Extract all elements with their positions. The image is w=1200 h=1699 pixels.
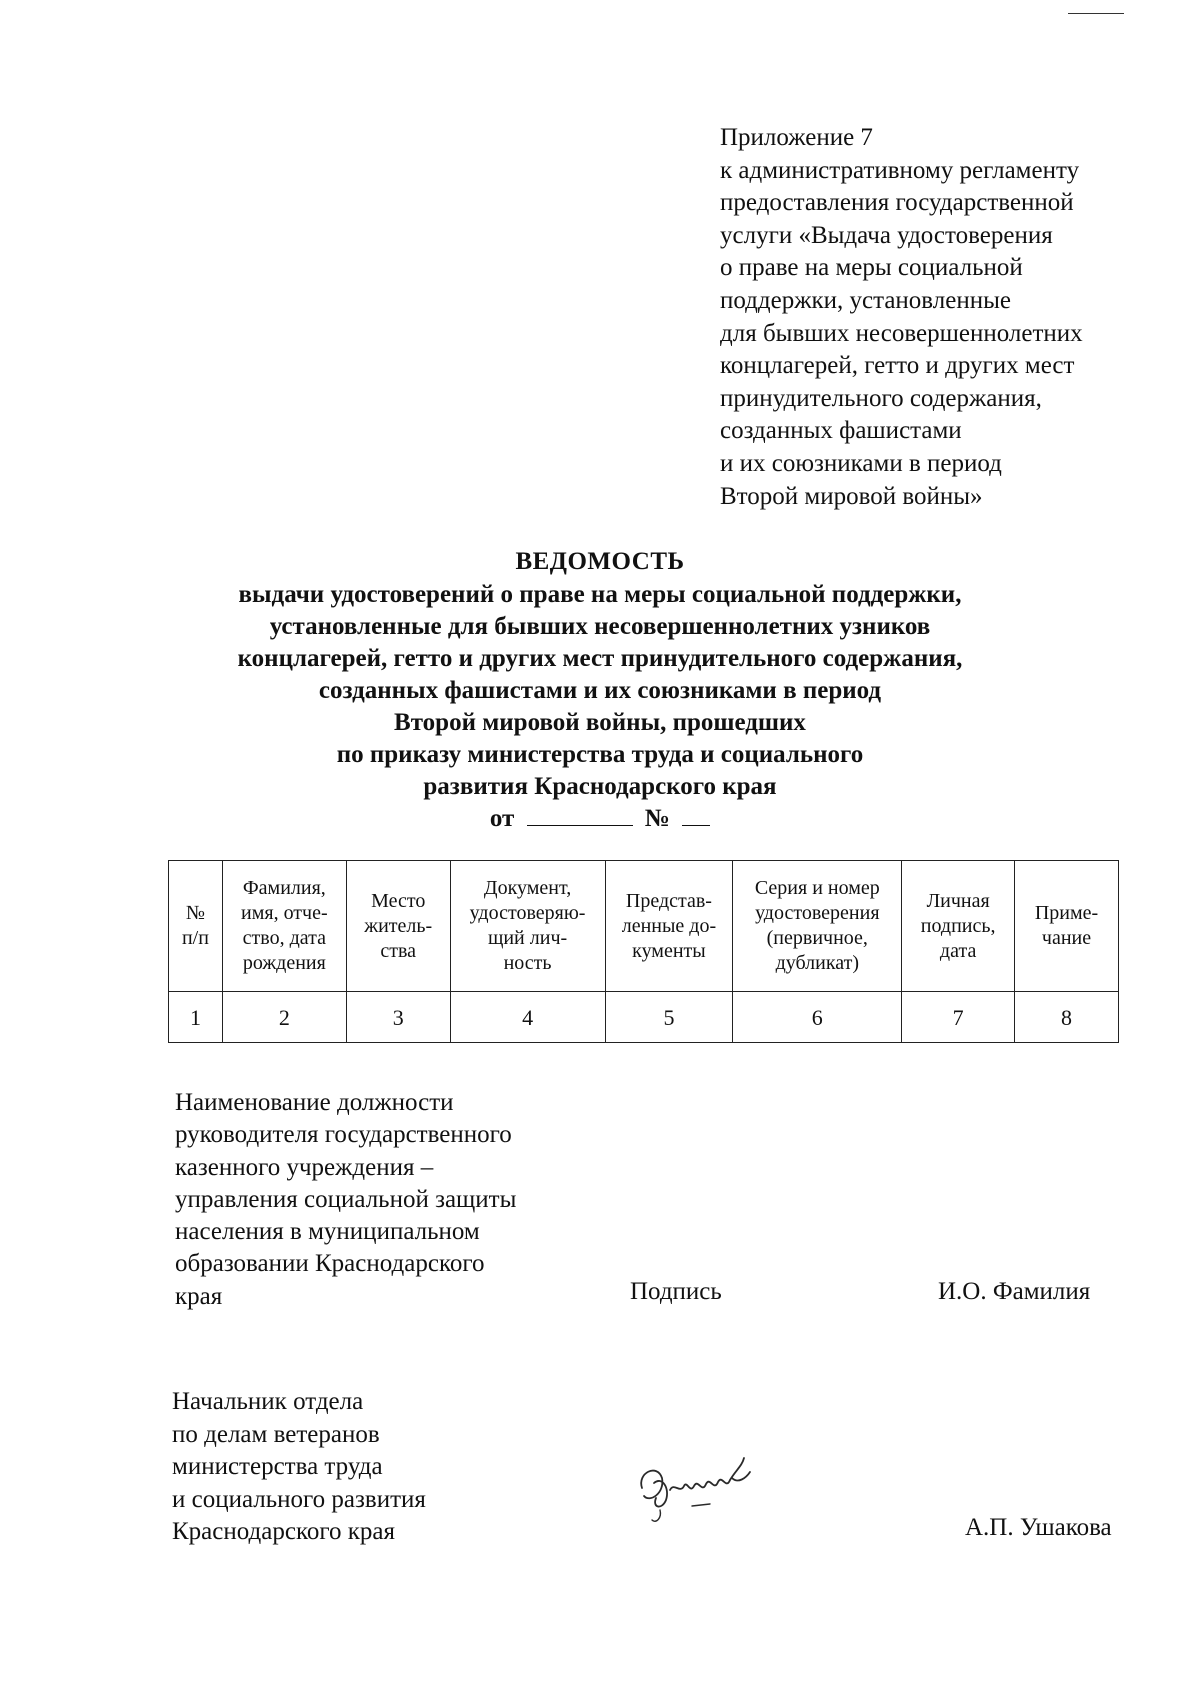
position-line: руководителя государственного: [175, 1121, 512, 1149]
header-line: чание: [1041, 927, 1092, 949]
date-blank: [527, 824, 633, 826]
appendix-line: о праве на меры социальной: [720, 254, 1023, 282]
header-line: ленные до-: [621, 914, 717, 937]
signatory-1-position: [175, 1087, 516, 1313]
title-main: ВЕДОМОСТЬ: [515, 548, 685, 575]
header-line: удостоверяю-: [469, 902, 586, 924]
title-line: созданных фашистами и их союзниками в период: [318, 677, 882, 704]
position-line: края: [175, 1282, 223, 1310]
header-cell-id-document: [450, 861, 605, 992]
table-cell: 3: [346, 992, 450, 1043]
appendix-line: принудительного содержания,: [720, 384, 1042, 412]
table-cell: 7: [902, 992, 1015, 1043]
header-line: Серия и номер: [754, 877, 880, 899]
top-rule: [1068, 13, 1124, 14]
position-line: казенного учреждения –: [175, 1153, 434, 1181]
header-line: дата: [939, 939, 977, 962]
date-prefix: от: [489, 805, 515, 832]
header-line: щий лич-: [487, 927, 568, 949]
header-line: подпись,: [920, 914, 996, 937]
position-line: образовании Краснодарского: [175, 1250, 485, 1278]
title-line: концлагерей, гетто и других мест принудительного содержания,: [237, 645, 963, 672]
appendix-line: услуги «Выдача удостоверения: [720, 221, 1053, 249]
header-cell-residence: [346, 861, 450, 992]
appendix-line: к административному регламенту: [720, 156, 1080, 184]
header-line: удостоверения: [755, 902, 880, 924]
title-line: установленные для бывших несовершеннолетних узников: [269, 613, 931, 640]
number-blank: [682, 824, 710, 826]
appendix-note: [720, 122, 1083, 513]
table-cell: 4: [450, 992, 605, 1043]
header-cell-number: [169, 861, 223, 992]
header-cell-certificate-series: [733, 861, 902, 992]
appendix-line: концлагерей, гетто и других мест: [720, 352, 1075, 380]
appendix-line: для бывших несовершеннолетних: [720, 319, 1083, 347]
position-line: министерства труда: [172, 1453, 383, 1480]
header-cell-note: [1015, 861, 1119, 992]
header-line: Личная: [926, 889, 990, 912]
header-cell-signature-date: [902, 861, 1015, 992]
table-cell: 6: [733, 992, 902, 1043]
table-cell: 5: [605, 992, 733, 1043]
number-sign: №: [644, 805, 670, 832]
header-line: ства: [380, 939, 417, 962]
handwritten-signature: [632, 1448, 772, 1528]
header-cell-submitted-docs: [605, 861, 733, 992]
title-line: по приказу министерства труда и социального: [336, 741, 864, 768]
header-line: имя, отче-: [241, 902, 328, 924]
header-line: Приме-: [1034, 902, 1099, 924]
appendix-line: Приложение 7: [720, 124, 873, 151]
appendix-line: и их союзниками в период: [720, 449, 1002, 477]
position-line: по делам ветеранов: [172, 1420, 380, 1448]
position-line: Наименование должности: [175, 1089, 454, 1116]
signatory-2-name: А.П. Ушакова: [965, 1514, 1112, 1541]
appendix-line: Второй мировой войны»: [720, 482, 983, 510]
appendix-line: поддержки, установленные: [720, 286, 1011, 314]
header-line: Документ,: [483, 877, 572, 899]
header-line: п/п: [181, 927, 209, 949]
table-cell: 2: [222, 992, 346, 1043]
position-line: Краснодарского края: [172, 1518, 395, 1545]
header-line: (первичное,: [766, 927, 868, 949]
header-line: №: [185, 902, 205, 924]
appendix-line: созданных фашистами: [720, 417, 962, 445]
date-number-line: [0, 803, 1200, 835]
header-line: рождения: [242, 952, 326, 974]
header-line: Фамилия,: [242, 877, 326, 899]
registry-table: [168, 860, 1119, 1043]
position-line: Начальник отдела: [172, 1388, 364, 1415]
signatory-1-name: И.О. Фамилия: [938, 1278, 1091, 1305]
table-header-row: [169, 861, 1119, 992]
header-line: дубликат): [775, 952, 860, 974]
position-line: управления социальной защиты: [175, 1185, 517, 1213]
signature-label: Подпись: [630, 1278, 722, 1305]
table-cell: 8: [1015, 992, 1119, 1043]
header-line: житель-: [364, 914, 433, 937]
signatory-2-position: [172, 1386, 426, 1549]
table-row: [169, 992, 1119, 1043]
title-line: Второй мировой войны, прошедших: [394, 709, 806, 736]
title-line: развития Краснодарского края: [423, 773, 777, 800]
table-cell: 1: [169, 992, 223, 1043]
header-line: кументы: [632, 939, 706, 962]
position-line: населения в муниципальном: [175, 1218, 480, 1246]
header-line: Представ-: [625, 889, 712, 912]
header-line: ность: [503, 952, 552, 974]
document-title: [0, 545, 1200, 835]
appendix-line: предоставления государственной: [720, 189, 1074, 217]
header-line: Место: [371, 889, 426, 912]
header-cell-full-name: [222, 861, 346, 992]
title-subtitle: [0, 579, 1200, 803]
header-line: ство, дата: [242, 927, 326, 949]
position-line: и социального развития: [172, 1485, 426, 1513]
title-line: выдачи удостоверений о праве на меры социальной поддержки,: [238, 581, 962, 608]
